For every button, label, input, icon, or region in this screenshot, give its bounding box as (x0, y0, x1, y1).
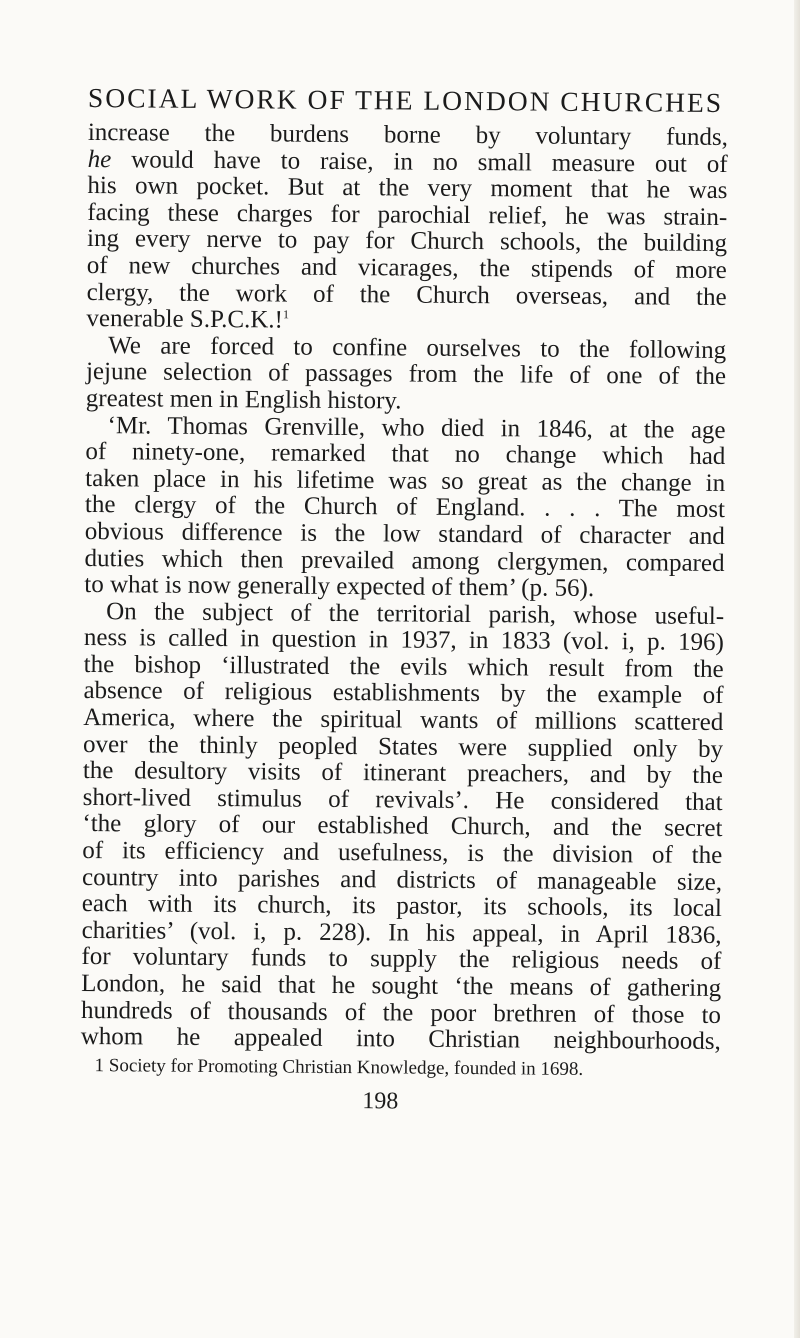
text-line-25: the desultory visits of itinerant preachers, and by the (82, 757, 723, 790)
text-line-5: ing every nerve to pay for Church schools, the building (86, 225, 728, 258)
body-text (80, 120, 728, 1118)
text-line-21: the bishop ‘illustrated the evils which result from the (83, 650, 724, 683)
text-line-8-text: venerable S.P.C.K.! (86, 305, 284, 334)
text-line-29: country into parishes and districts of manageable size, (81, 863, 723, 896)
text-line-7: clergy, the work of the Church overseas, and the (86, 278, 727, 311)
text-line-18: to what is now generally expected of them’ (p. 56). (84, 571, 595, 603)
text-line-12: ‘Mr. Thomas Grenville, who died in 1846, at the age (107, 411, 726, 444)
text-line-3: his own pocket. But at the very moment that he was (87, 172, 728, 205)
text-line-30: each with its church, its pastor, its schools, its local (81, 890, 722, 923)
text-line-4: facing these charges for parochial relief, he was strain- (87, 198, 728, 231)
text-line-33: London, he said that he sought ‘the means of gathering (81, 969, 722, 1002)
text-line-1: increase the burdens borne by voluntary funds, (87, 119, 728, 152)
text-line-14: taken place in his lifetime was so great as the change in (85, 464, 726, 497)
text-line-24: over the thinly peopled States were supplied only by (82, 730, 724, 763)
text-line-2-rest: would have to raise, in no small measure out of (111, 145, 728, 178)
text-line-17: duties which then prevailed among clergymen, compared (84, 544, 725, 577)
footnote: 1 Society for Promoting Christian Knowledge, founded in 1698. (94, 1054, 584, 1080)
text-line-16: obvious difference is the low standard of character and (84, 517, 725, 550)
text-line-19: On the subject of the territorial parish, whose useful- (106, 597, 725, 630)
footnote-marker: 1 (282, 307, 290, 322)
page-number: 198 (362, 1087, 399, 1115)
text-line-28: of its efficiency and usefulness, is the division of the (82, 837, 723, 870)
text-line-10: jejune selection of passages from the life of one of the (85, 358, 727, 391)
text-line-9: We are forced to confine ourselves to the following (108, 331, 727, 364)
text-line-22: absence of religious establishments by the example of (83, 677, 724, 710)
page-edge-shadow (794, 0, 800, 1338)
text-line-31: charities’ (vol. i, p. 228). In his appeal, in April 1836, (81, 916, 722, 949)
text-line-11: greatest men in English history. (85, 384, 402, 415)
text-line-20: ness is called in question in 1937, in 1833 (vol. i, p. 196) (83, 624, 725, 657)
text-line-15: the clergy of the Church of England. . . . The most (84, 491, 726, 524)
text-line-35: whom he appealed into Christian neighbourhoods, (80, 1023, 721, 1056)
running-head: SOCIAL WORK OF THE LONDON CHURCHES (87, 82, 724, 118)
italic-he: he (87, 145, 112, 173)
text-line-34: hundreds of thousands of the poor brethren of those to (80, 996, 722, 1029)
text-line-32: for voluntary funds to supply the religious needs of (81, 943, 722, 976)
text-line-13: of ninety-one, remarked that no change which had (85, 438, 726, 471)
text-line-26: short-lived stimulus of revivals’. He considered that (82, 783, 723, 816)
text-line-23: America, where the spiritual wants of millions scattered (83, 704, 724, 737)
text-line-6: of new churches and vicarages, the stipends of more (86, 251, 727, 284)
text-line-27: ‘the glory of our established Church, and the secret (82, 810, 723, 843)
